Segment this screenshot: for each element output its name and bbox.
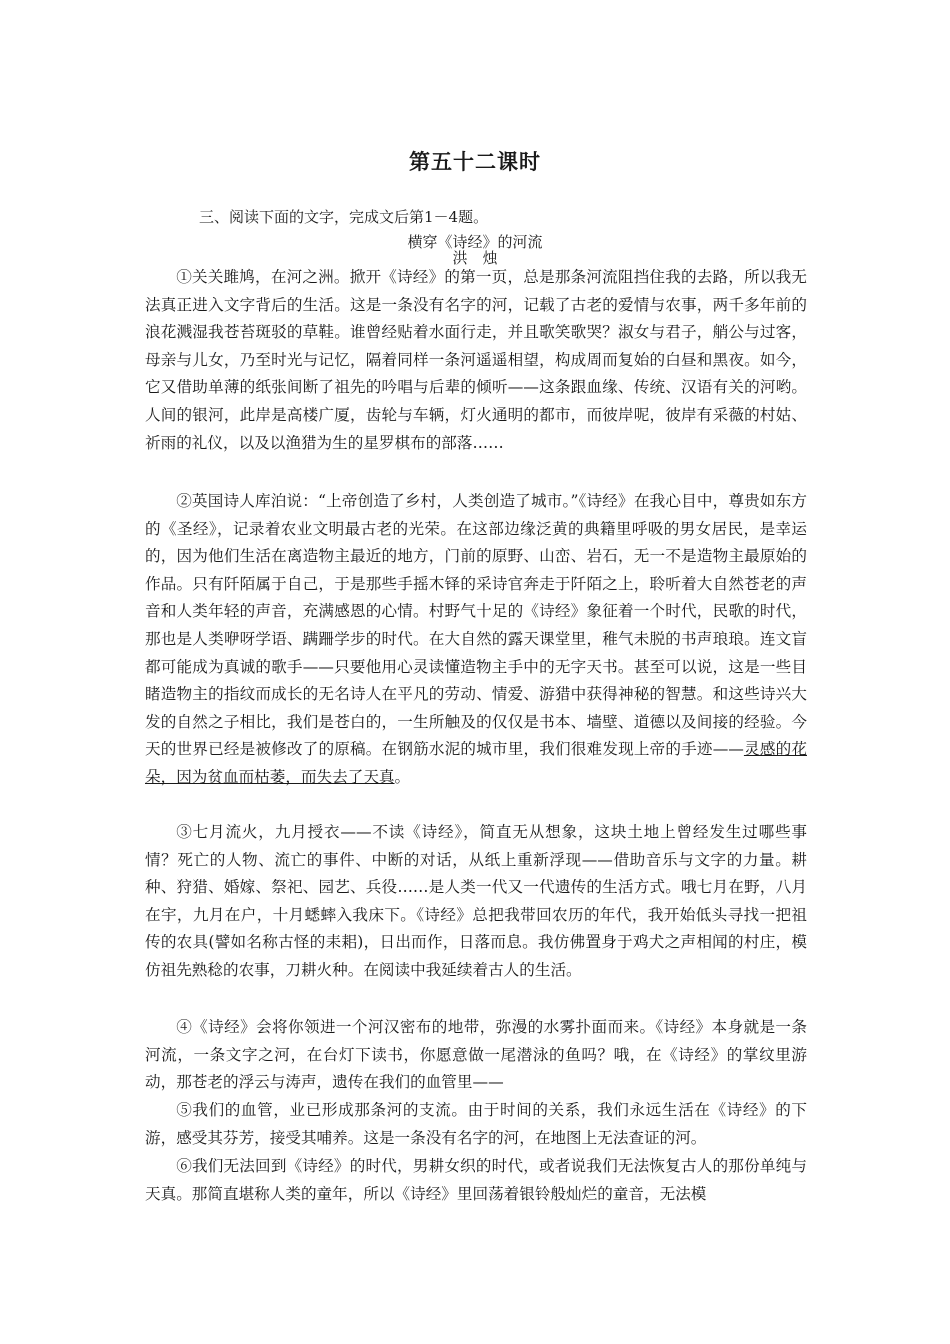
paragraph-1: ①关关雎鸠，在河之洲。掀开《诗经》的第一页，总是那条河流阻挡住我的去路，所以我无法真正进入文字背后的生活。这是一条没有名字的河，记载了古老的爱情与农事，两千多年前的浪花溅湿我苍苔斑驳的草鞋。谁曾经贴着水面行走，并且歌笑歌哭？淑女与君子，艄公与过客，母亲与儿女，乃至时光与记忆，隔着同样一条河遥遥相望，构成周而复始的白昼和黑夜。如今，它又借助单薄的纸张间断了祖先的吟唱与后辈的倾听——这条跟血缘、传统、汉语有关的河哟。人间的银河，此岸是高楼广厦，齿轮与车辆，灯火通明的都市，而彼岸呢，彼岸有采薇的村姑、祈雨的礼仪，以及以渔猎为生的星罗棋布的部落…… bbox=[145, 268, 807, 452]
passage-title: 横穿《诗经》的河流 bbox=[407, 233, 543, 251]
paragraph-2-end: 。 bbox=[394, 767, 411, 786]
paragraph-2-text: ②英国诗人库泊说：“上帝创造了乡村，人类创造了城市。”《诗经》在我心目中，尊贵如东方的《圣经》，记录着农业文明最古老的光荣。在这部边缘泛黄的典籍里呼吸的男女居民，是幸运的，因为他们生活在离造物主最近的地方，门前的原野、山峦、岩石，无一不是造物主最原始的作品。只有阡陌属于自己，于是那些手摇木铎的采诗官奔走于阡陌之上，聆听着大自然苍老的声音和人类年轻的声音，充满感恩的心情。村野气十足的《诗经》象征着一个时代，民歌的时代，那也是人类咿呀学语、蹒跚学步的时代。在大自然的露天课堂里，稚气未脱的书声琅琅。连文盲都可能成为真诚的歌手——只要他用心灵读懂造物主手中的无字天书。甚至可以说，这是一些目睹造物主的指纹而成长的无名诗人在平凡的劳动、情爱、游猎中获得神秘的智慧。和这些诗兴大发的自然之子相比，我们是苍白的，一生所触及的仅仅是书本、墙壁、道德以及间接的经验。今天的世界已经是被修改了的原稿。在钢筋水泥的城市里，我们很难发现上帝的手迹—— bbox=[145, 492, 807, 759]
question-instruction: 三、阅读下面的文字，完成文后第1－4题。 bbox=[199, 208, 489, 226]
paragraph-4: ④《诗经》会将你领进一个河汉密布的地带，弥漫的水雾扑面而来。《诗经》本身就是一条河流，一条文字之河，在台灯下读书，你愿意做一尾潜泳的鱼吗？哦，在《诗经》的掌纹里游动，那苍老的浮云与涛声，遗传在我们的血管里—— bbox=[145, 1018, 807, 1092]
paragraph-6: ⑥我们无法回到《诗经》的时代，男耕女织的时代，或者说我们无法恢复古人的那份单纯与天真。那简直堪称人类的童年，所以《诗经》里回荡着银铃般灿烂的童音，无法模 bbox=[145, 1157, 807, 1203]
passage-author: 洪 烛 bbox=[452, 249, 498, 267]
paragraph-5: ⑤我们的血管，业已形成那条河的支流。由于时间的关系，我们永远生活在《诗经》的下游，感受其芬芳，接受其哺养。这是一条没有名字的河，在地图上无法查证的河。 bbox=[145, 1101, 807, 1147]
underlined-sentence: 灵感的花朵，因为贫血而枯萎，而失去了天真 bbox=[145, 740, 807, 786]
lesson-title: 第五十二课时 bbox=[409, 150, 541, 174]
paragraph-3: ③七月流火，九月授衣——不读《诗经》，简直无从想象，这块土地上曾经发生过哪些事情？死亡的人物、流亡的事件、中断的对话，从纸上重新浮现——借助音乐与文字的力量。耕种、狩猎、婚嫁、祭祀、园艺、兵役……是人类一代又一代遗传的生活方式。哦七月在野，八月在宇，九月在户，十月蟋蟀入我床下。《诗经》总把我带回农历的年代，我开始低头寻找一把祖传的农具(譬如名称古怪的耒耜)，日出而作，日落而息。我仿佛置身于鸡犬之声相闻的村庄，模仿祖先熟稔的农事，刀耕火种。在阅读中我延续着古人的生活。 bbox=[145, 823, 807, 979]
paragraph-2 bbox=[145, 488, 807, 792]
